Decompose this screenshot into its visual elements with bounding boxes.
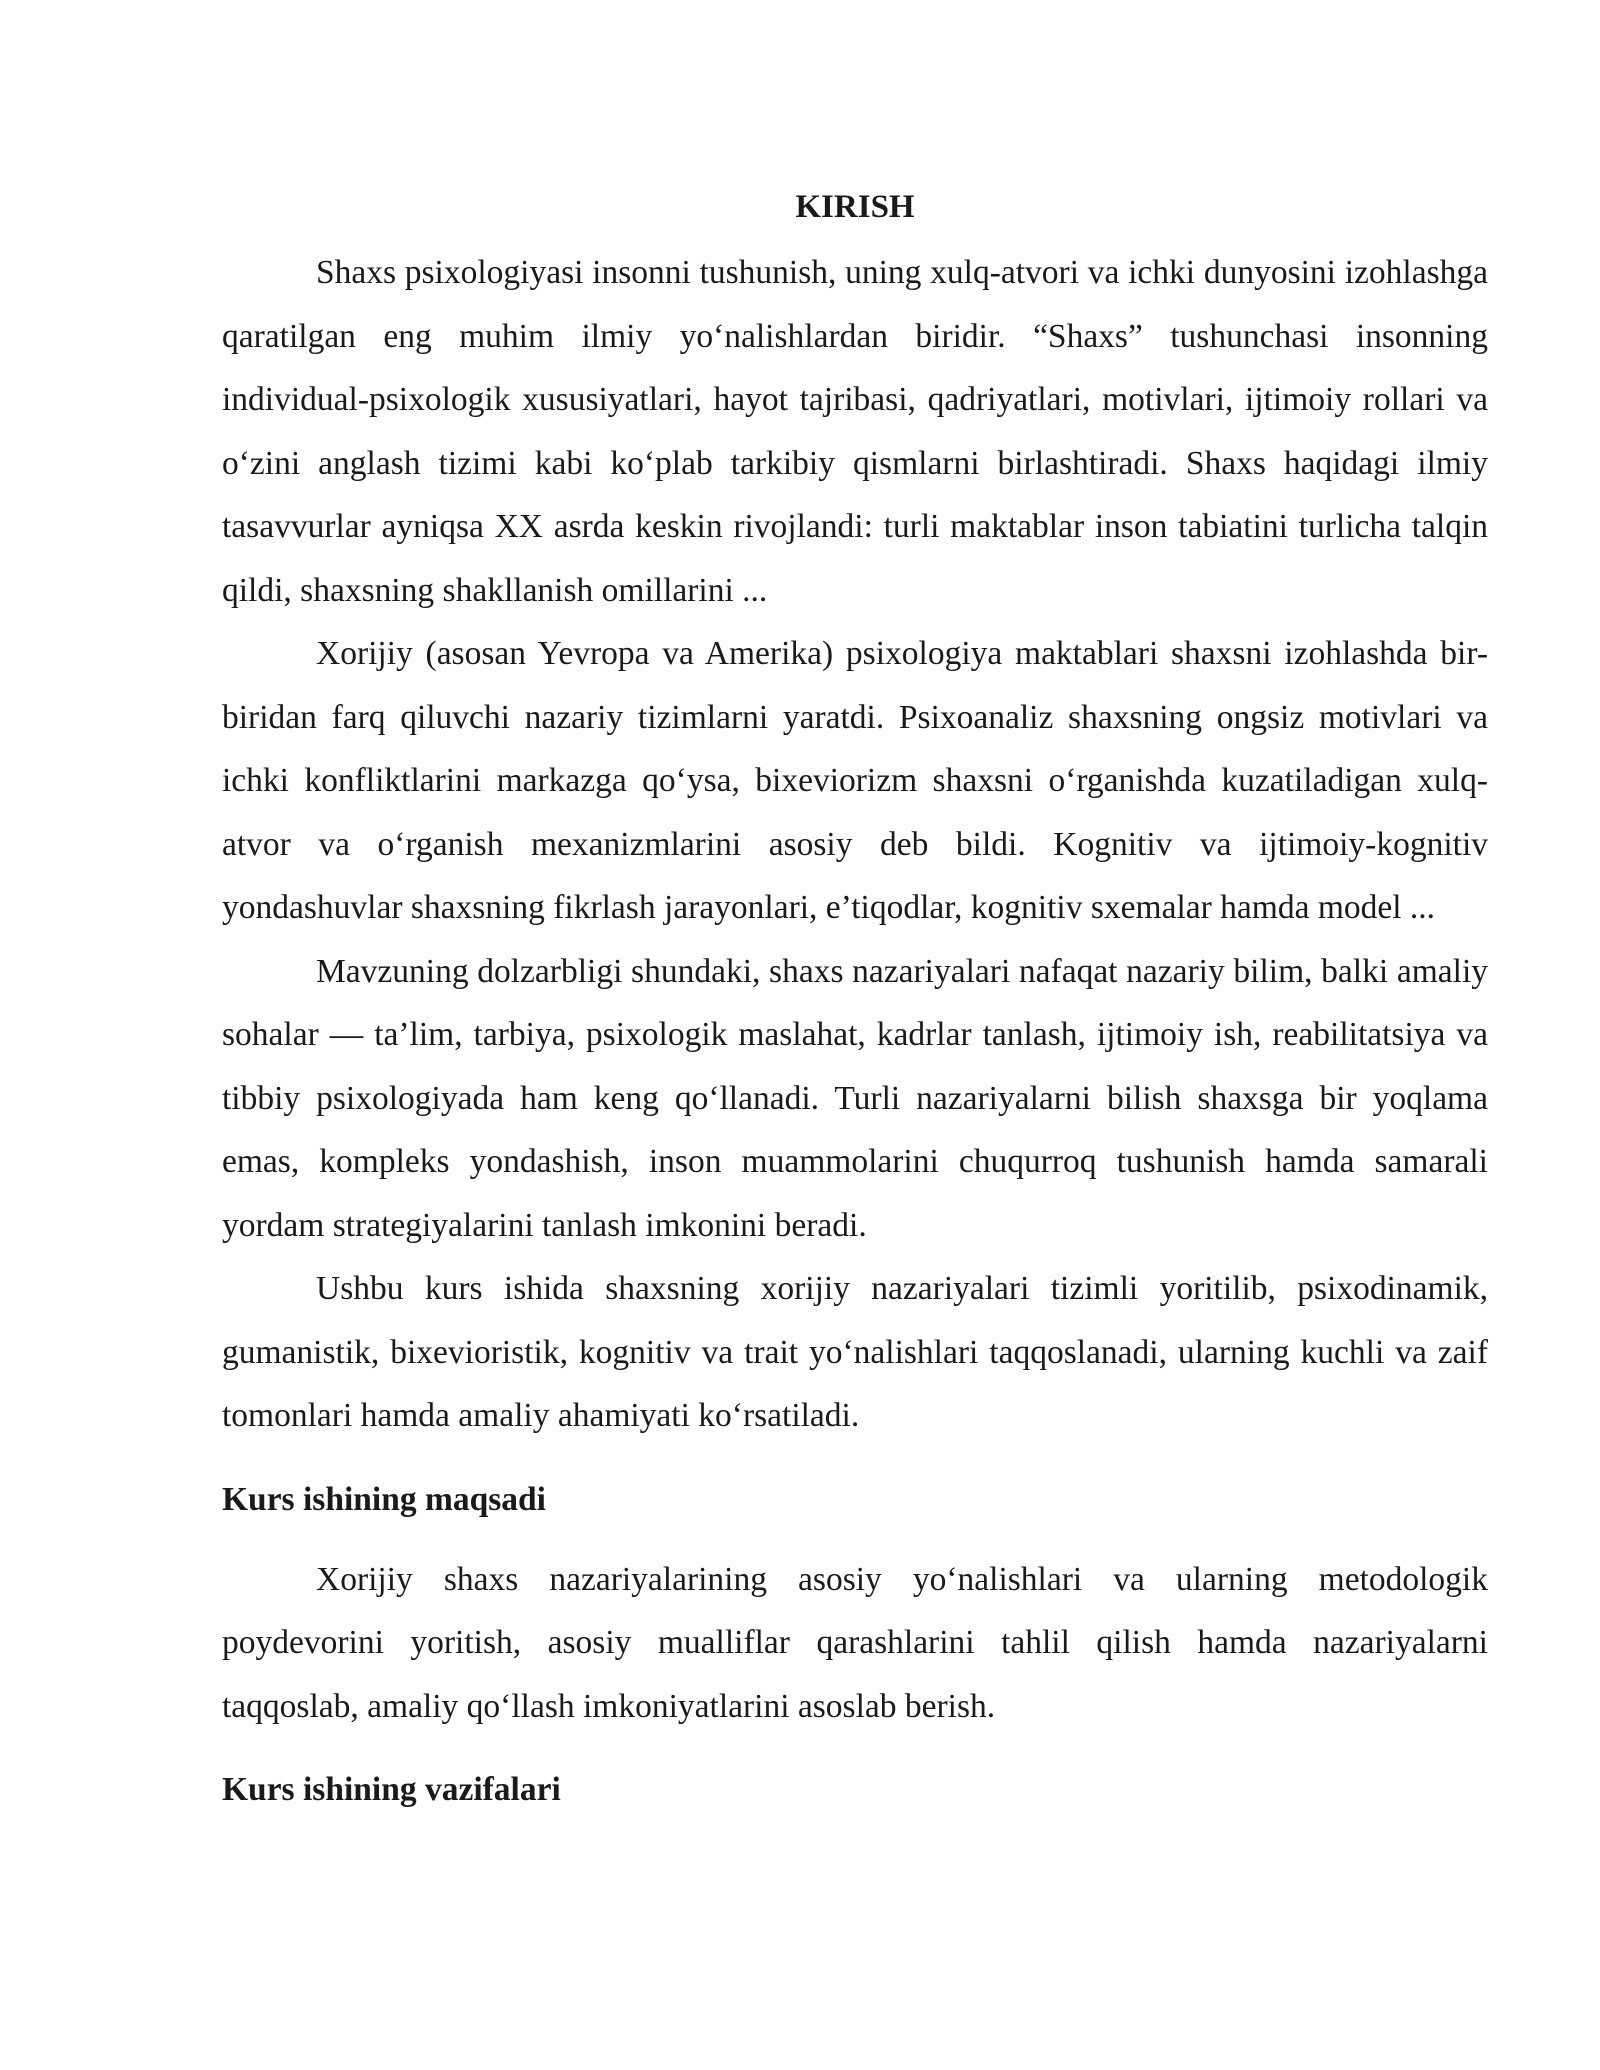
- tasks-heading: Kurs ishining vazifalari: [222, 1771, 561, 1808]
- intro-paragraph-2: Xorijiy (asosan Yevropa va Amerika) psixologiya maktablari shaxsni izohlashda bir-biridan farq qiluvchi nazariy tizimlarni yaratdi. Psixoanaliz shaxsning ongsiz motivlari va ichki konfliktlarini markazga qo‘ysa, bixeviorizm shaxsni o‘rganishda kuzatiladigan xulq-atvor va o‘rganish mexanizmlarini asosiy deb bildi. Kognitiv va ijtimoiy-kognitiv yondashuvlar shaxsning fikrlash jarayonlari, e’tiqodlar, kognitiv sxemalar hamda model ...: [222, 635, 1488, 926]
- goal-paragraph: Xorijiy shaxs nazariyalarining asosiy yo‘nalishlari va ularning metodologik poydevorini yoritish, asosiy mualliflar qarashlarini tahlil qilish hamda nazariyalarni taqqoslab, amaliy qo‘llash imkoniyatlarini asoslab berish.: [222, 1560, 1488, 1725]
- page-title: KIRISH: [795, 189, 915, 225]
- page-content: [222, 185, 1488, 1812]
- goal-heading: Kurs ishining maqsadi: [222, 1480, 546, 1518]
- intro-paragraph-4: Ushbu kurs ishida shaxsning xorijiy nazariyalari tizimli yoritilib, psixodinamik, gumanistik, bixevioristik, kognitiv va trait yo‘nalishlari taqqoslanadi, ularning kuchli va zaif tomonlari hamda amaliy ahamiyati ko‘rsatiladi.: [222, 1270, 1488, 1434]
- intro-paragraph-3: Mavzuning dolzarbligi shundaki, shaxs nazariyalari nafaqat nazariy bilim, balki amaliy sohalar — ta’lim, tarbiya, psixologik maslahat, kadrlar tanlash, ijtimoiy ish, reabilitatsiya va tibbiy psixologiyada ham keng qo‘llanadi. Turli nazariyalarni bilish shaxsga bir yoqlama emas, kompleks yondashish, inson muammolarini chuqurroq tushunish hamda samarali yordam strategiyalarini tanlash imkonini beradi.: [222, 952, 1488, 1244]
- intro-paragraph-1: Shaxs psixologiyasi insonni tushunish, uning xulq-atvori va ichki dunyosini izohlashga qaratilgan eng muhim ilmiy yo‘nalishlardan biridir. “Shaxs” tushunchasi insonning individual-psixologik xususiyatlari, hayot tajribasi, qadriyatlari, motivlari, ijtimoiy rollari va o‘zini anglash tizimi kabi ko‘plab tarkibiy qismlarni birlashtiradi. Shaxs haqidagi ilmiy tasavvurlar ayniqsa XX asrda keskin rivojlandi: turli maktablar inson tabiatini turlicha talqin qildi, shaxsning shakllanish omillarini ...: [222, 254, 1488, 609]
